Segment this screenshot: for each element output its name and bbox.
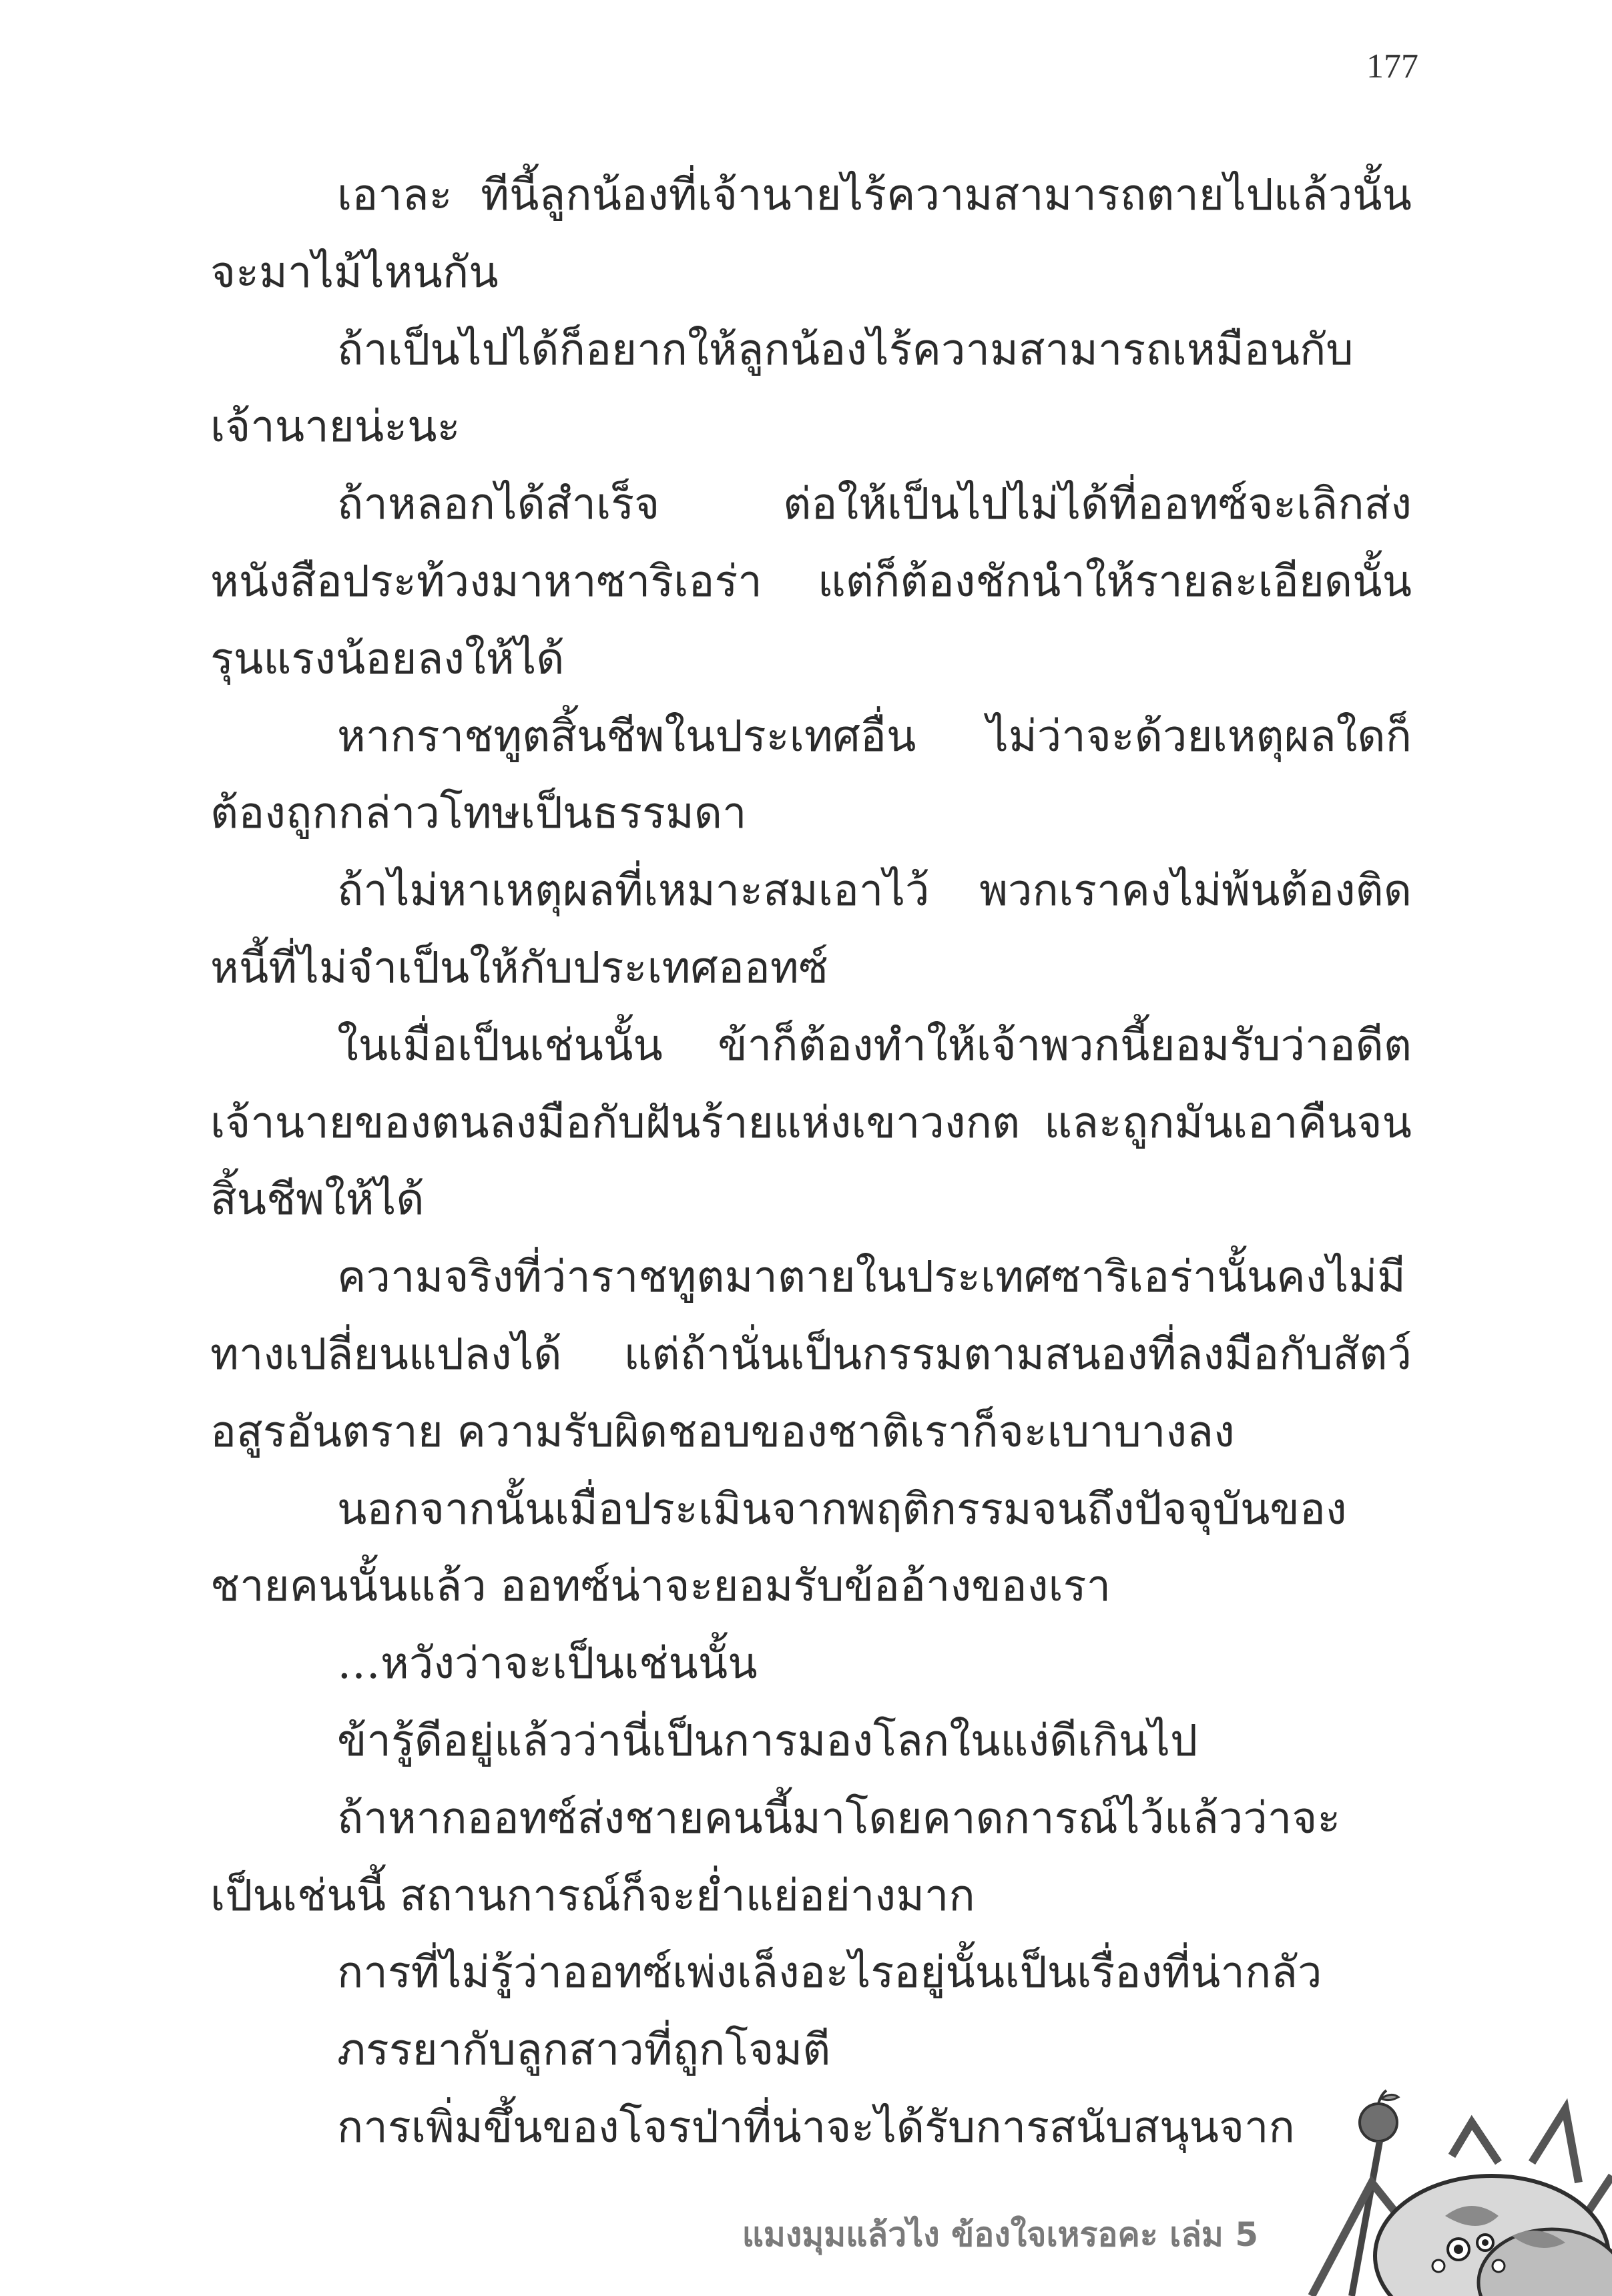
paragraph: ถ้าเป็นไปได้ก็อยากให้ลูกน้องไร้ความสามารถเหมือนกับเจ้านายน่ะนะ [210,324,1354,453]
book-title-footer: แมงมุมแล้วไง ข้องใจเหรอคะ เล่ม 5 [742,2215,1258,2254]
paragraph: ถ้าไม่หาเหตุผลที่เหมาะสมเอาไว้ พวกเราคงไม่พ้นต้องติดหนี้ที่ไม่จำเป็นให้กับประเทศออทซ์ [210,866,1412,993]
paragraph: ข้ารู้ดีอยู่แล้วว่านี่เป็นการมองโลกในแง่ดีเกินไป [337,1715,1198,1766]
page-number: 177 [1366,47,1418,85]
paragraph: …หวังว่าจะเป็นเช่นนั้น [337,1639,758,1689]
paragraph: หากราชทูตสิ้นชีพในประเทศอื่น ไม่ว่าจะด้วยเหตุผลใดก็ต้องถูกกล่าวโทษเป็นธรรมดา [210,711,1412,839]
body-text [210,157,1412,2167]
paragraph: ถ้าหากออทซ์ส่งชายคนนี้มาโดยคาดการณ์ไว้แล้วว่าจะเป็นเช่นนี้ สถานการณ์ก็จะย่ำแย่อย่างมาก [210,1793,1341,1921]
paragraph: ถ้าหลอกได้สำเร็จ ต่อให้เป็นไปไม่ได้ที่ออทซ์จะเลิกส่งหนังสือประท้วงมาหาซาริเอร่า แต่ก็ต้องชักนำให้รายละเอียดนั้นรุนแรงน้อยลงให้ได้ [210,479,1412,684]
paragraph: ในเมื่อเป็นเช่นนั้น ข้าก็ต้องทำให้เจ้าพวกนี้ยอมรับว่าอดีตเจ้านายของตนลงมือกับฝันร้ายแห่งเขาวงกต และถูกมันเอาคืนจนสิ้นชีพให้ได้ [210,1020,1412,1225]
paragraph: การเพิ่มขึ้นของโจรป่าที่น่าจะได้รับการสนับสนุนจาก [337,2102,1295,2152]
paragraph: เอาละ ทีนี้ลูกน้องที่เจ้านายไร้ความสามารถตายไปแล้วนั้นจะมาไม้ไหนกัน [210,170,1412,298]
spider-mascot-icon [1298,2082,1612,2296]
paragraph: ภรรยากับลูกสาวที่ถูกโจมตี [337,2025,831,2076]
paragraph: นอกจากนั้นเมื่อประเมินจากพฤติกรรมจนถึงปัจจุบันของชายคนนั้นแล้ว ออทซ์น่าจะยอมรับข้ออ้างของเรา [210,1484,1347,1612]
paragraph: ความจริงที่ว่าราชทูตมาตายในประเทศซาริเอร่านั้นคงไม่มีทางเปลี่ยนแปลงได้ แต่ถ้านั่นเป็นกรรมตามสนองที่ลงมือกับสัตว์อสูรอันตราย ความรับผิดชอบของชาติเราก็จะเบาบางลง [210,1252,1412,1457]
paragraph: การที่ไม่รู้ว่าออทซ์เพ่งเล็งอะไรอยู่นั้นเป็นเรื่องที่น่ากลัว [337,1948,1322,1998]
